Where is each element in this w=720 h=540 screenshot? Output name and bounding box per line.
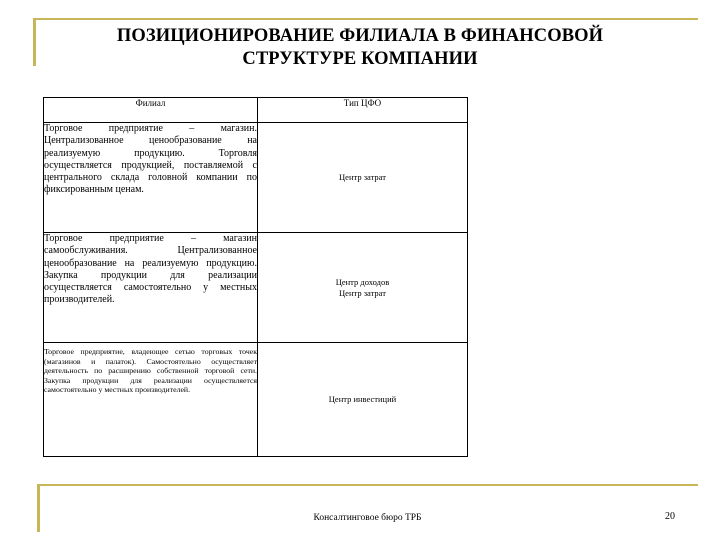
- cfo-type-label: Центр инвестиций: [328, 394, 397, 404]
- cfo-type-cell: [258, 123, 468, 233]
- decorative-frame-vertical: [33, 18, 36, 66]
- header-cfo-type: Тип ЦФО: [258, 98, 468, 123]
- cfo-type-label: Центр затрат: [339, 172, 386, 182]
- branch-positioning-table: [43, 97, 468, 457]
- footer-company: Консалтинговое бюро ТРБ: [313, 513, 422, 523]
- slide-title: [40, 25, 680, 71]
- header-branch: Филиал: [44, 98, 258, 123]
- decorative-footer-vertical: [37, 484, 40, 532]
- cfo-type-cell: [258, 343, 468, 457]
- cfo-type-label: Центр доходов: [335, 276, 390, 287]
- footer-divider: [37, 484, 698, 486]
- decorative-frame-horizontal: [33, 18, 698, 20]
- branch-description: Торговое предприятие – магазин. Централизованное ценообразование на реализуемую продукцию. Торговля осуществляется продукцией, поставляемой с центрального склада головной компании по фиксированным ценам.: [44, 123, 258, 233]
- cfo-type-cell: [258, 233, 468, 343]
- branch-description: Торговое предприятие, владеющее сетью торговых точек (магазинов и палаток). Самостоятельно осуществляет деятельность по расширению собственной торговой сети. Закупка продукции для реализации осуществляется самостоятельно у местных производителей.: [44, 343, 258, 457]
- page-number: 20: [665, 511, 675, 522]
- table-row: [44, 343, 468, 457]
- slide-title-line-1: ПОЗИЦИОНИРОВАНИЕ ФИЛИАЛА В ФИНАНСОВОЙ: [116, 26, 604, 46]
- table-header-row: [44, 98, 468, 123]
- table-row: [44, 233, 468, 343]
- table-row: [44, 123, 468, 233]
- cfo-type-label: Центр затрат: [339, 287, 386, 298]
- slide-title-line-2: СТРУКТУРЕ КОМПАНИИ: [242, 49, 478, 69]
- branch-description: Торговое предприятие – магазин самообслуживания. Централизованное ценообразование на реализуемую продукцию. Закупка продукции для реализации осуществляется самостоятельно у местных производителей.: [44, 233, 258, 343]
